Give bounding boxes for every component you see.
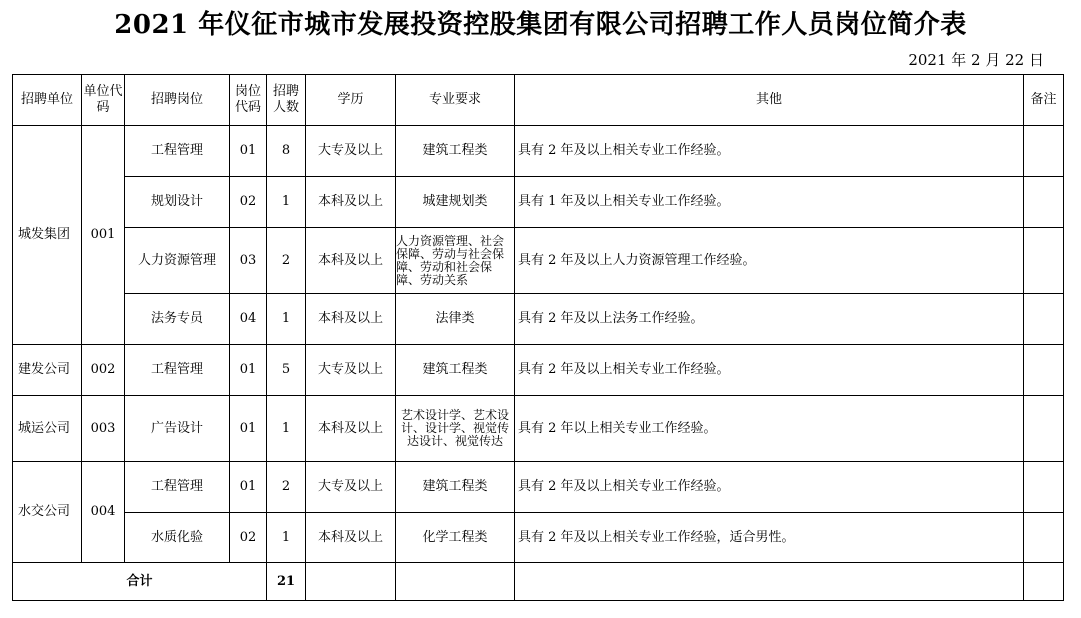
hire-count: 2: [267, 462, 306, 513]
position-name: 广告设计: [125, 396, 230, 462]
major-requirement: 建筑工程类: [396, 126, 515, 177]
major-requirement: 法律类: [396, 294, 515, 345]
other-requirement: 具有 2 年及以上相关专业工作经验。: [515, 126, 1024, 177]
header-count: 招聘人数: [267, 75, 306, 126]
recruitment-table: [12, 74, 1064, 601]
total-label: 合计: [13, 563, 267, 601]
document-date: 2021 年 2 月 22 日: [908, 51, 1044, 69]
position-name: 水质化验: [125, 513, 230, 563]
header-major: 专业要求: [396, 75, 515, 126]
remark: [1024, 294, 1064, 345]
position-name: 工程管理: [125, 126, 230, 177]
table-row: [13, 177, 1064, 228]
hire-count: 8: [267, 126, 306, 177]
other-requirement: 具有 2 年及以上法务工作经验。: [515, 294, 1024, 345]
education: 本科及以上: [306, 513, 396, 563]
education: 大专及以上: [306, 345, 396, 396]
major-requirement: 艺术设计学、艺术设计、设计学、视觉传达设计、视觉传达: [396, 396, 515, 462]
position-code: 01: [230, 345, 267, 396]
hire-count: 2: [267, 228, 306, 294]
remark: [1024, 513, 1064, 563]
education: 本科及以上: [306, 177, 396, 228]
other-requirement: 具有 2 年及以上相关专业工作经验。: [515, 462, 1024, 513]
education: 本科及以上: [306, 294, 396, 345]
table-row: [13, 126, 1064, 177]
header-education: 学历: [306, 75, 396, 126]
position-name: 法务专员: [125, 294, 230, 345]
remark: [1024, 126, 1064, 177]
total-row: [13, 563, 1064, 601]
unit-code: 001: [82, 126, 125, 345]
header-row: [13, 75, 1064, 126]
position-name: 人力资源管理: [125, 228, 230, 294]
major-requirement: 化学工程类: [396, 513, 515, 563]
table-row: [13, 294, 1064, 345]
empty-cell: [1024, 563, 1064, 601]
table-row: [13, 345, 1064, 396]
unit-code: 002: [82, 345, 125, 396]
remark: [1024, 177, 1064, 228]
total-count: 21: [267, 563, 306, 601]
education: 本科及以上: [306, 228, 396, 294]
position-code: 03: [230, 228, 267, 294]
hire-count: 1: [267, 396, 306, 462]
header-remark: 备注: [1024, 75, 1064, 126]
header-position: 招聘岗位: [125, 75, 230, 126]
unit-name: 城运公司: [13, 396, 82, 462]
position-name: 工程管理: [125, 345, 230, 396]
position-code: 02: [230, 177, 267, 228]
other-requirement: 具有 2 年及以上相关专业工作经验，适合男性。: [515, 513, 1024, 563]
remark: [1024, 396, 1064, 462]
empty-cell: [396, 563, 515, 601]
empty-cell: [306, 563, 396, 601]
header-position-code: 岗位代码: [230, 75, 267, 126]
header-unit-code: 单位代码: [82, 75, 125, 126]
hire-count: 5: [267, 345, 306, 396]
page-title: 2021 年仪征市城市发展投资控股集团有限公司招聘工作人员岗位简介表: [114, 10, 967, 40]
major-requirement: 建筑工程类: [396, 345, 515, 396]
position-name: 工程管理: [125, 462, 230, 513]
major-requirement: 城建规划类: [396, 177, 515, 228]
table-row: [13, 462, 1064, 513]
header-other: 其他: [515, 75, 1024, 126]
unit-name: 城发集团: [13, 126, 82, 345]
position-code: 02: [230, 513, 267, 563]
table-row: [13, 228, 1064, 294]
unit-name: 建发公司: [13, 345, 82, 396]
other-requirement: 具有 2 年以上相关专业工作经验。: [515, 396, 1024, 462]
other-requirement: 具有 1 年及以上相关专业工作经验。: [515, 177, 1024, 228]
education: 大专及以上: [306, 462, 396, 513]
other-requirement: 具有 2 年及以上人力资源管理工作经验。: [515, 228, 1024, 294]
major-requirement: 建筑工程类: [396, 462, 515, 513]
education: 大专及以上: [306, 126, 396, 177]
position-code: 01: [230, 396, 267, 462]
remark: [1024, 228, 1064, 294]
unit-code: 004: [82, 462, 125, 563]
unit-name: 水交公司: [13, 462, 82, 563]
hire-count: 1: [267, 294, 306, 345]
empty-cell: [515, 563, 1024, 601]
remark: [1024, 462, 1064, 513]
unit-code: 003: [82, 396, 125, 462]
hire-count: 1: [267, 513, 306, 563]
header-unit: 招聘单位: [13, 75, 82, 126]
table-row: [13, 396, 1064, 462]
position-code: 01: [230, 126, 267, 177]
education: 本科及以上: [306, 396, 396, 462]
table-row: [13, 513, 1064, 563]
major-requirement: 人力资源管理、社会保障、劳动与社会保障、劳动和社会保障、劳动关系: [396, 228, 515, 294]
position-code: 04: [230, 294, 267, 345]
hire-count: 1: [267, 177, 306, 228]
position-code: 01: [230, 462, 267, 513]
other-requirement: 具有 2 年及以上相关专业工作经验。: [515, 345, 1024, 396]
remark: [1024, 345, 1064, 396]
position-name: 规划设计: [125, 177, 230, 228]
